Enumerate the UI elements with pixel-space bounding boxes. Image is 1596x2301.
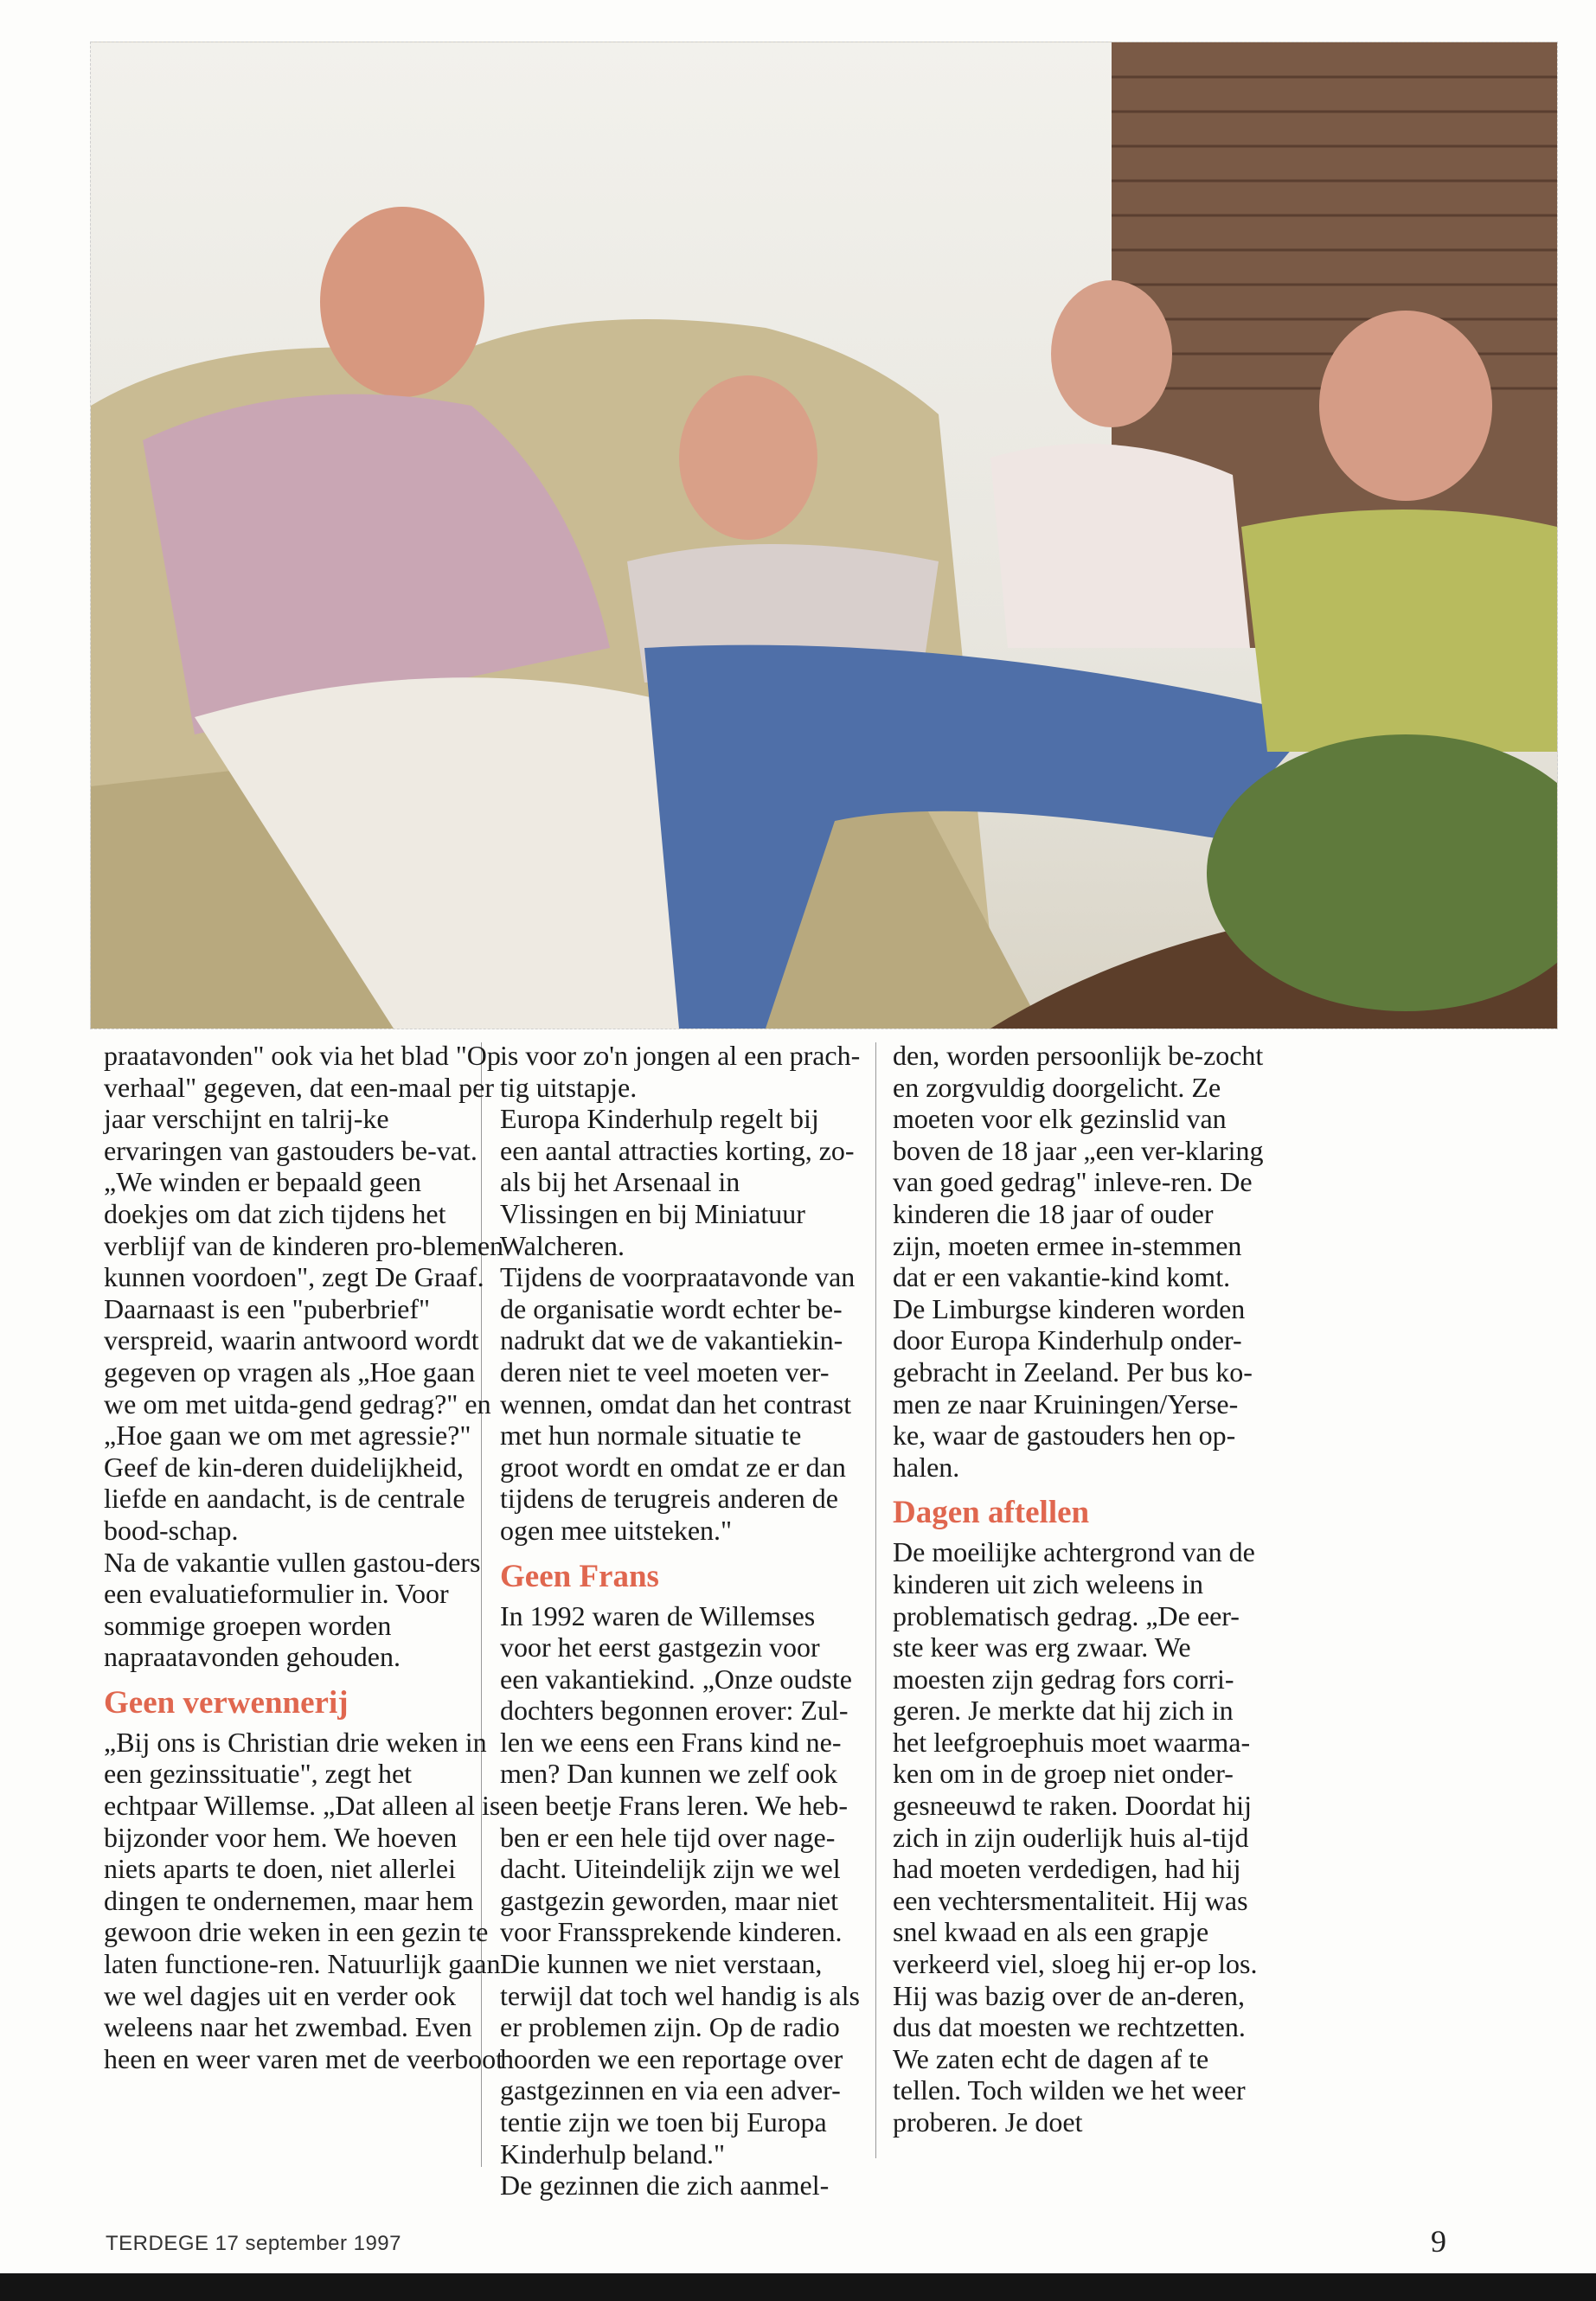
mother-head <box>1319 311 1492 501</box>
mother-shirt <box>1241 510 1557 752</box>
subheading-geen-frans: Geen Frans <box>500 1558 659 1594</box>
page-number: 9 <box>1431 2224 1446 2259</box>
family-photo <box>90 42 1558 1029</box>
paragraph: „Bij ons is Christian drie weken in een gezinssituatie", zegt het echtpaar Willemse. „Dat alleen al is bijzonder voor hem. We hoeven niets aparts te doen, niet allerlei dingen te ondernemen, maar hem gewoon drie weken in een gezin te laten functione-ren. Natuurlijk gaan we wel dagjes uit en verder ook weleens naar het zwembad. Even heen en weer varen met de veerboot <box>104 1726 503 2074</box>
paragraph: is voor zo'n jongen al een prach-tig uitstapje. <box>500 1040 861 1103</box>
paragraph: Europa Kinderhulp regelt bij een aantal attracties korting, zo-als bij het Arsenaal in Vlissingen en bij Miniatuur Walcheren. <box>500 1103 855 1261</box>
daughter-blouse <box>990 444 1250 648</box>
article-column-3 <box>893 1040 1265 2138</box>
daughter-head <box>1051 280 1172 427</box>
paragraph: praatavonden" ook via het blad "Op verhaal" gegeven, dat een-maal per jaar verschijnt en talrij-ke ervaringen van gastouders be-vat. „We winden er bepaald geen doekjes om dat zich tijdens het verblijf van de kinderen pro-blemen kunnen voordoen", zegt De Graaf. <box>104 1040 504 1293</box>
article-column-1 <box>104 1040 510 2074</box>
family-photo-illustration <box>91 42 1557 1029</box>
paragraph: In 1992 waren de Willemses voor het eerst gastgezin voor een vakantiekind. „Onze oudste dochters begonnen erover: Zul-len we eens een Frans kind ne-men? Dan kunnen we zelf ook een beetje Frans leren. We heb-ben er een hele tijd over nage-dacht. Uiteindelijk zijn we wel gastgezin geworden, maar niet voor Franssprekende kinderen. Die kunnen we niet verstaan, terwijl dat toch wel handig is als er problemen zijn. Op de radio hoorden we een reportage over gastgezinnen en via een adver-tentie zijn we toen bij Europa Kinderhulp beland." <box>500 1599 860 2170</box>
paragraph: den, worden persoonlijk be-zocht en zorgvuldig doorgelicht. Ze moeten voor elk gezinslid van boven de 18 jaar „een ver-klaring van goed gedrag" inleve-ren. De kinderen die 18 jaar of ouder zijn, moeten ermee in-stemmen dat er een vakantie-kind komt. <box>893 1040 1264 1293</box>
paragraph: De moeilijke achtergrond van de kinderen uit zich weleens in problematisch gedrag. „De eer-ste keer was erg zwaar. We moesten zijn gedrag fors corri-geren. Je merkte dat hij zich in het leefgroephuis moet waarma-ken om in de groep niet onder-gesneeuwd te raken. Doordat hij zich in zijn ouderlijk huis al-tijd had moeten verdedigen, had hij een vechtersmentaliteit. Hij was snel kwaad en als een grapje verkeerd viel, sloeg hij er-op los. Hij was bazig over de an-deren, dus dat moesten we rechtzetten. We zaten echt de dagen af te tellen. Toch wilden we het weer proberen. Je doet <box>893 1536 1258 2138</box>
bottom-scan-edge <box>0 2273 1596 2301</box>
paragraph: De gezinnen die zich aanmel- <box>500 2170 830 2202</box>
paragraph: Tijdens de voorpraatavonde van de organisatie wordt echter be-nadrukt dat we de vakantiekin-deren niet te veel moeten ver-wennen, omdat dan het contrast met hun normale situatie te groot wordt en omdat ze er dan tijdens de terugreis anderen de ogen mee uitsteken." <box>500 1261 856 1546</box>
column-rule-2 <box>875 1042 876 2158</box>
father-head <box>320 207 484 397</box>
publication-footer: TERDEGE 17 september 1997 <box>106 2232 401 2255</box>
paragraph: De Limburgse kinderen worden door Europa Kinderhulp onder-gebracht in Zeeland. Per bus ko-men ze naar Kruiningen/Yerse-ke, waar de gastouders hen op-halen. <box>893 1292 1253 1483</box>
paragraph: Na de vakantie vullen gastou-ders een evaluatieformulier in. Voor sommige groepen worden napraatavonden gehouden. <box>104 1546 481 1673</box>
subheading-geen-verwennerij: Geen verwennerij <box>104 1684 349 1721</box>
boy-head <box>679 375 817 540</box>
paragraph: Daarnaast is een "puberbrief" verspreid, waarin antwoord wordt gegeven op vragen als „Hoe gaan we om met uitda-gend gedrag?" en „Hoe gaan we om met agressie?" Geef de kin-deren duidelijkheid, liefde en aandacht, is de centrale bood-schap. <box>104 1292 491 1546</box>
subheading-dagen-aftellen: Dagen aftellen <box>893 1495 1090 1531</box>
article-column-2 <box>500 1040 863 2202</box>
